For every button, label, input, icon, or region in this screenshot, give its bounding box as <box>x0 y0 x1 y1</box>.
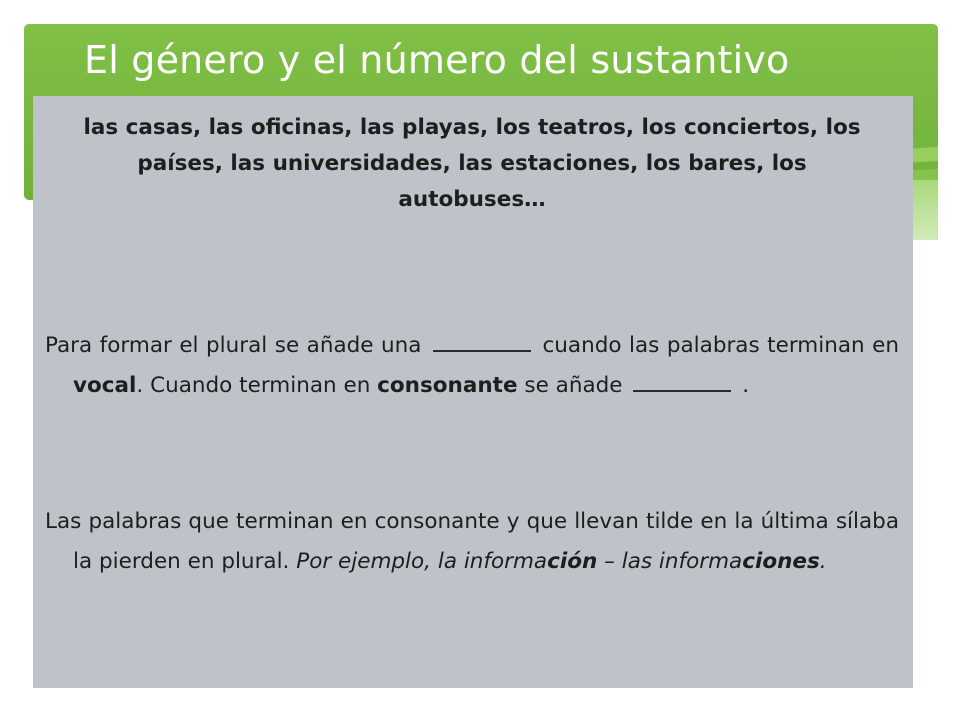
rule-text: cuando las palabras terminan en <box>542 333 899 358</box>
rule-text: . Cuando terminan en <box>136 373 371 398</box>
rule-text: se añade <box>524 373 623 398</box>
plural-rule-paragraph <box>45 326 899 406</box>
example-lead: Por ejemplo, la informa <box>296 549 548 574</box>
blank-line <box>633 368 731 392</box>
rule-keyword-vocal: vocal <box>73 373 137 398</box>
blank-line <box>433 328 531 352</box>
example-ending: ción <box>547 549 598 574</box>
content-box <box>33 96 913 688</box>
rule-end: . <box>742 373 750 398</box>
plural-examples: las casas, las oficinas, las playas, los teatros, los conciertos, los países, las universidades, las estaciones, los bares, los autobuses… <box>83 115 861 212</box>
example-mid: – las informa <box>597 549 743 574</box>
banner-side-tab <box>913 180 938 240</box>
rule-keyword-consonante: consonante <box>377 373 518 398</box>
example-end: . <box>819 549 827 574</box>
slide-title: El género y el número del sustantivo <box>84 38 790 82</box>
accent-rule-text: Las palabras que terminan en consonante y que llevan tilde en la última sílaba la pierden en plural. <box>45 509 899 574</box>
example-text <box>296 549 826 574</box>
accent-rule-paragraph <box>45 502 899 582</box>
example-ending-plural: ciones <box>742 549 820 574</box>
rule-text: Para formar el plural se añade una <box>45 333 422 358</box>
